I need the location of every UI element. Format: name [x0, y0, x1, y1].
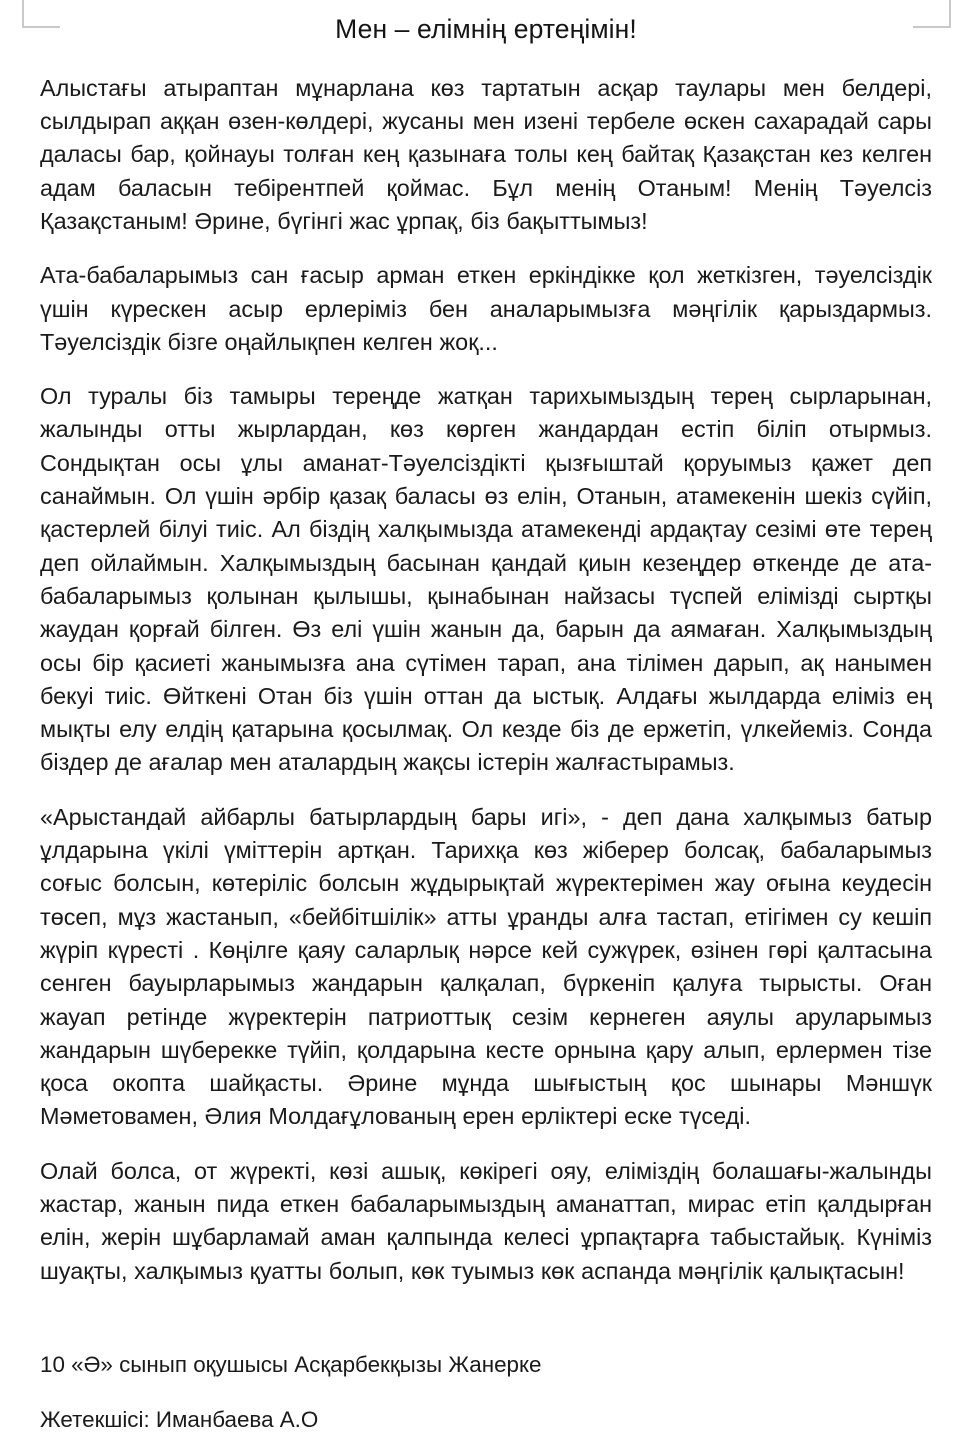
- document-body: [40, 72, 932, 1288]
- paragraph-3: Ол туралы біз тамыры тереңде жатқан тарихымыздың терең сырларынан, жалынды отты жырлардан, көз көрген жандардан естіп біліп отырмыз. Сондықтан осы ұлы аманат-Тәуелсіздікті қызғыштай қоруымыз қажет деп санаймын. Ол үшін әрбір қазақ баласы өз елін, Отанын, атамекенін шекіз сүйіп, қастерлей білуі тиіс. Ал біздің халқымызда атамекенді ардақтау сезімі өте терең деп ойлаймын. Халқымыздың басынан қандай қиын кезеңдер өткенде де ата-бабаларымыз қолынан қылышы, қынабынан найзасы түспей елімізді сыртқы жаудан қорғай білген. Өз елі үшін жанын да, барын да аямаған. Халқымыздың осы бір қасиеті жанымызға ана сүтімен тарап, ана тілімен дарып, ақ нанымен бекуі тиіс. Өйткені Отан біз үшін оттан да ыстық. Алдағы жылдарда еліміз ең мықты елу елдің қатарына қосылмақ. Ол кезде біз де ержетіп, үлкейеміз. Сонда біздер де ағалар мен аталардың жақсы істерін жалғастырамыз.: [40, 383, 932, 776]
- document-content: [40, 0, 932, 1436]
- paragraph-2: Ата-бабаларымыз сан ғасыр арман еткен еркіндікке қол жеткізген, тәуелсіздік үшін күрескен асыр ерлеріміз бен аналарымызға мәңгілік қарыздармыз. Тәуелсіздік бізге оңайлықпен келген жоқ...: [40, 262, 932, 355]
- signature-block: [40, 1348, 932, 1436]
- paragraph-1: Алыстағы атыраптан мұнарлана көз тартатын асқар таулары мен белдері, сылдырап аққан өзен-көлдері, жусаны мен изені тербеле өскен сахарадай сары даласы бар, қойнауы толған кең қазынаға толы кең байтақ Қазақстан кез келген адам баласын тебірентпей қоймас. Бұл менің Отаным! Менің Тәуелсіз Қазақстаным! Әрине, бүгінгі жас ұрпақ, біз бақыттымыз!: [40, 74, 932, 234]
- author-line: 10 «Ә» сынып оқушысы Асқарбекқызы Жанерке: [40, 1351, 542, 1377]
- page-title: Мен – елімнің ертеңімін!: [335, 14, 637, 44]
- supervisor-line: Жетекшісі: Иманбаева А.О: [40, 1406, 319, 1432]
- paragraph-5: Олай болса, от жүректі, көзі ашық, көкірегі ояу, еліміздің болашағы-жалынды жастар, жанын пида еткен бабаларымыздың аманаттап, мирас етіп қалдырған елін, жерін шұбарламай аман қалпында келесі ұрпақтарға табыстайық. Күніміз шуақты, халқымыз қуатты болып, көк туымыз көк аспанда мәңгілік қалықтасын!: [40, 1157, 932, 1284]
- paragraph-4: «Арыстандай айбарлы батырлардың бары игі», - деп дана халқымыз батыр ұлдарына үкілі үміттерін артқан. Тарихқа көз жіберер болсақ, бабаларымыз соғыс болсын, көтеріліс болсын жұдырықтай жүректерімен жау оғына кеудесін төсеп, мұз жастанып, «бейбітшілік» атты ұранды алға тастап, етігімен су кешіп жүріп күресті . Көңілге қаяу саларлық нәрсе кей сужүрек, өзінен гөрі қалтасына сенген бауырларымыз жандарын қалқалап, бүркеніп қалуға тырысты. Оған жауап ретінде жүректерін патриоттық сезім кернеген аяулы аруларымыз жандарын шүберекке түйіп, қолдарына кесте орнына қару алып, ерлермен тізе қоса окопта шайқасты. Әрине мұнда шығыстың қос шынары Мәншүк Мәметовамен, Әлия Молдағұлованың ерен ерліктері еске түседі.: [40, 803, 932, 1130]
